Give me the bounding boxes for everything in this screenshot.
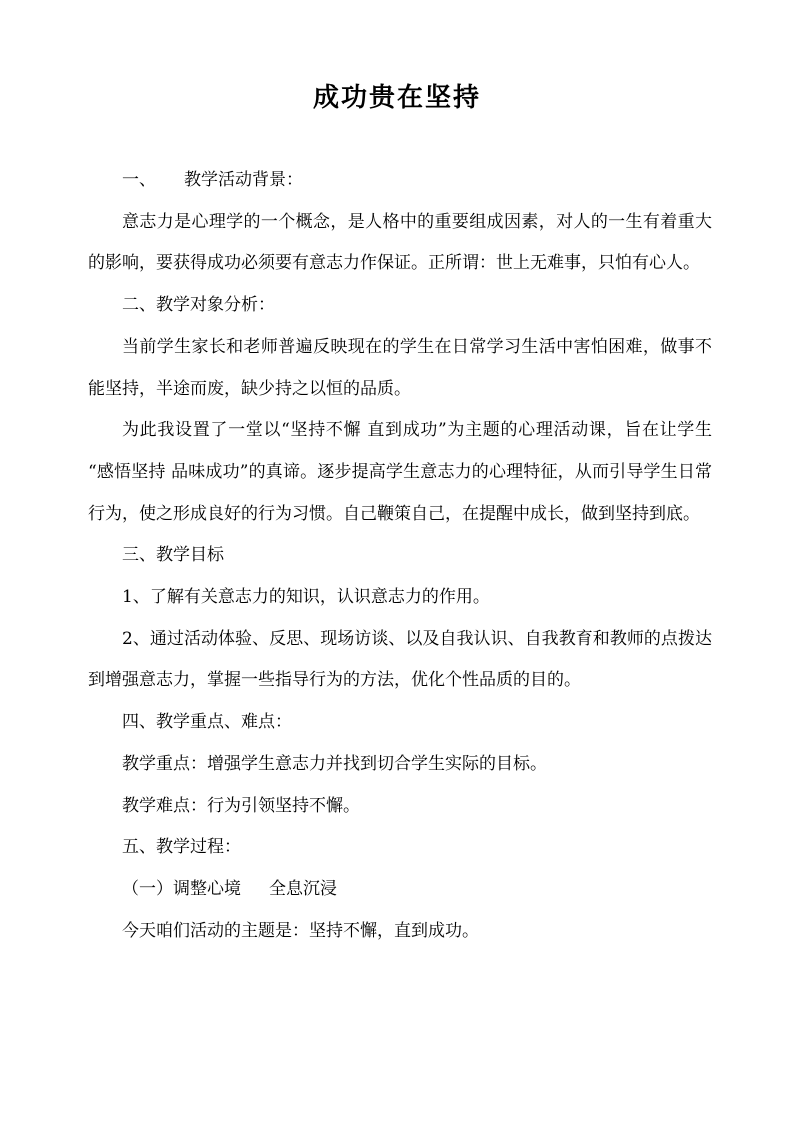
section-heading-1 [88,160,712,202]
subsection-subtitle: 全息沉浸 [269,878,337,899]
text-line: 当前学生家长和老师普遍反映现在的学生在日常学习生活中害怕困难， [122,336,661,357]
section-number: 一、 [122,170,156,190]
subsection-heading-1 [88,869,712,911]
text-line: 让学生 “感悟坚持 品味成功”的真谛。逐步提高学生意志力的心理特征， [88,420,712,482]
goal-item-2 [88,619,712,702]
text-line: 从而引导学生日常行为，使之形成良好的行为习惯。自己鞭策自己，在提醒 [88,461,713,524]
section-heading-3: 三、教学目标 [122,545,224,566]
key-point: 教学重点：增强学生意志力并找到切合学生实际的目标。 [122,753,547,774]
difficulty-point: 教学难点：行为引领坚持不懈。 [122,795,360,816]
document-title: 成功贵在坚持 [312,83,481,113]
text-line: 点拨达到增强意志力，掌握一些指导行为的方法，优化个性品质的目的。 [88,628,712,691]
section-heading-4: 四、教学重点、难点： [122,712,292,733]
paragraph-intro: 今天咱们活动的主题是：坚持不懈，直到成功。 [122,920,479,941]
paragraph-background [88,202,712,285]
paragraph-analysis [88,327,712,410]
paragraph-design [88,410,712,535]
text-line: 做事不能坚持，半途而废，缺少持之以恒的品质。 [88,336,713,399]
subsection-title: （一）调整心境 [122,878,241,899]
text-line: 2、通过活动体验、反思、现场访谈、以及自我认识、自我教育和教师的 [122,628,661,649]
section-heading-2: 二、教学对象分析： [122,295,275,316]
text-line: 中成长，做到坚持到底。 [513,503,700,524]
text-line: 意志力是心理学的一个概念，是人格中的重要组成因素，对人的一生有 [122,211,661,232]
text-line: 为此我设置了一堂以“坚持不懈 直到成功”为主题的心理活动课，旨在 [122,420,660,441]
section-heading-5: 五、教学过程： [122,837,241,858]
section-title: 教学活动背景： [184,170,303,190]
text-line: 着重大的影响，要获得成功必须要有意志力作保证。正所谓：世上无难事， [88,211,713,274]
goal-item-1: 1、了解有关意志力的知识，认识意志力的作用。 [122,587,490,608]
text-line: 只怕有心人。 [598,253,700,274]
document-body [88,160,712,952]
